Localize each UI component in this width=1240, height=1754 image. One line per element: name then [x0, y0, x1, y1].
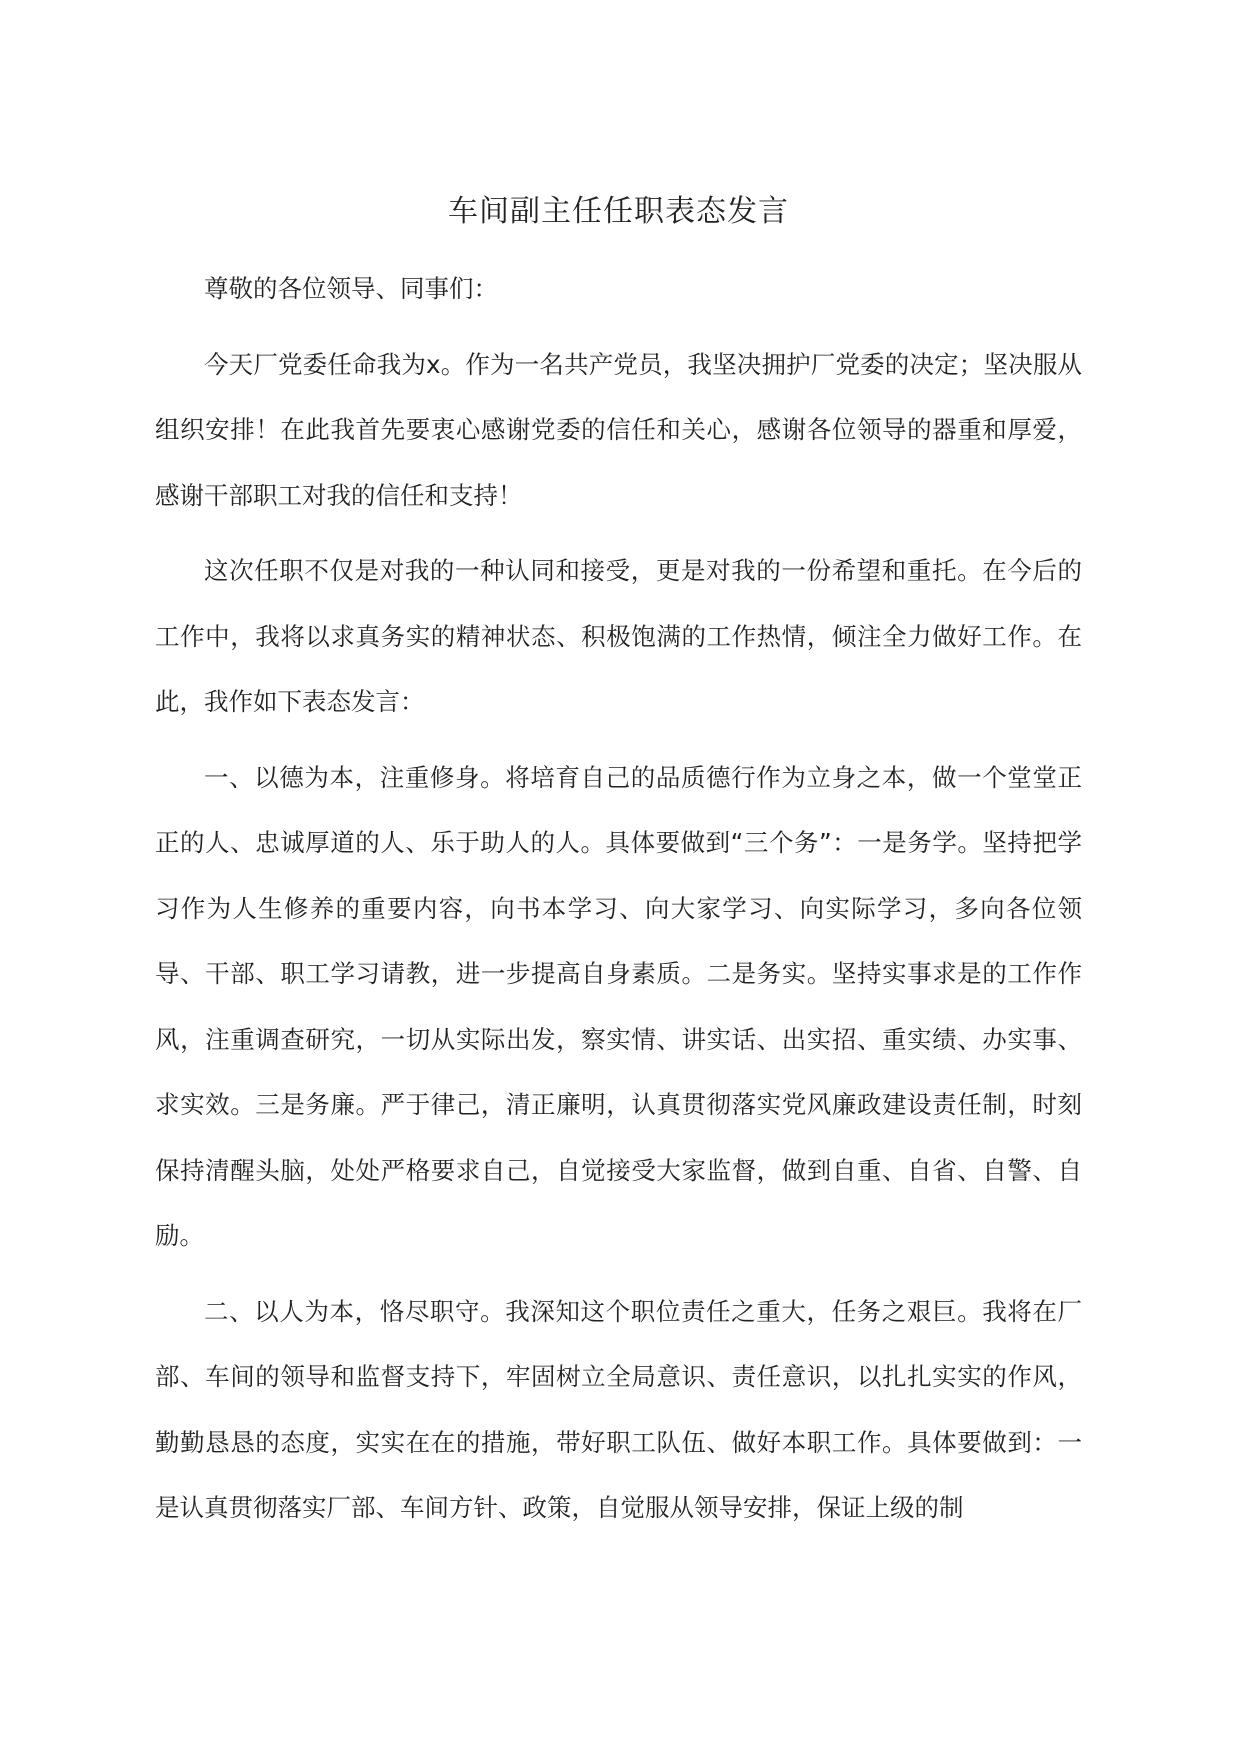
paragraph-point-one: 一、以德为本，注重修身。将培育自己的品质德行作为立身之本，做一个堂堂正正的人、忠诚厚道的人、乐于助人的人。具体要做到“三个务”：一是务学。坚持把学习作为人生修养的重要内容，向书本学习、向大家学习、向实际学习，多向各位领导、干部、职工学习请教，进一步提高自身素质。二是务实。坚持实事求是的工作作风，注重调查研究，一切从实际出发，察实情、讲实话、出实招、重实绩、办实事、求实效。三是务廉。严于律己，清正廉明，认真贯彻落实党风廉政建设责任制，时刻保持清醒头脑，处处严格要求自己，自觉接受大家监督，做到自重、自省、自警、自励。	[155, 762, 1082, 1250]
paragraph-appointment: 今天厂党委任命我为x。作为一名共产党员，我坚决拥护厂党委的决定；坚决服从组织安排！在此我首先要衷心感谢党委的信任和关心，感谢各位领导的器重和厚爱，感谢干部职工对我的信任和支持！	[155, 349, 1082, 510]
paragraph-commitment: 这次任职不仅是对我的一种认同和接受，更是对我的一份希望和重托。在今后的工作中，我将以求真务实的精神状态、积极饱满的工作热情，倾注全力做好工作。在此，我作如下表态发言：	[155, 556, 1082, 716]
document-body	[155, 182, 1082, 1551]
salutation: 尊敬的各位领导、同事们：	[204, 274, 498, 303]
paragraph-point-two: 二、以人为本，恪尽职守。我深知这个职位责任之重大，任务之艰巨。我将在厂部、车间的领导和监督支持下，牢固树立全局意识、责任意识，以扎扎实实的作风，勤勤恳恳的态度，实实在在的措施，带好职工队伍、做好本职工作。具体要做到：一是认真贯彻落实厂部、车间方针、政策，自觉服从领导安排，保证上级的制	[155, 1296, 1082, 1522]
document-title: 车间副主任任职表态发言	[448, 194, 789, 229]
